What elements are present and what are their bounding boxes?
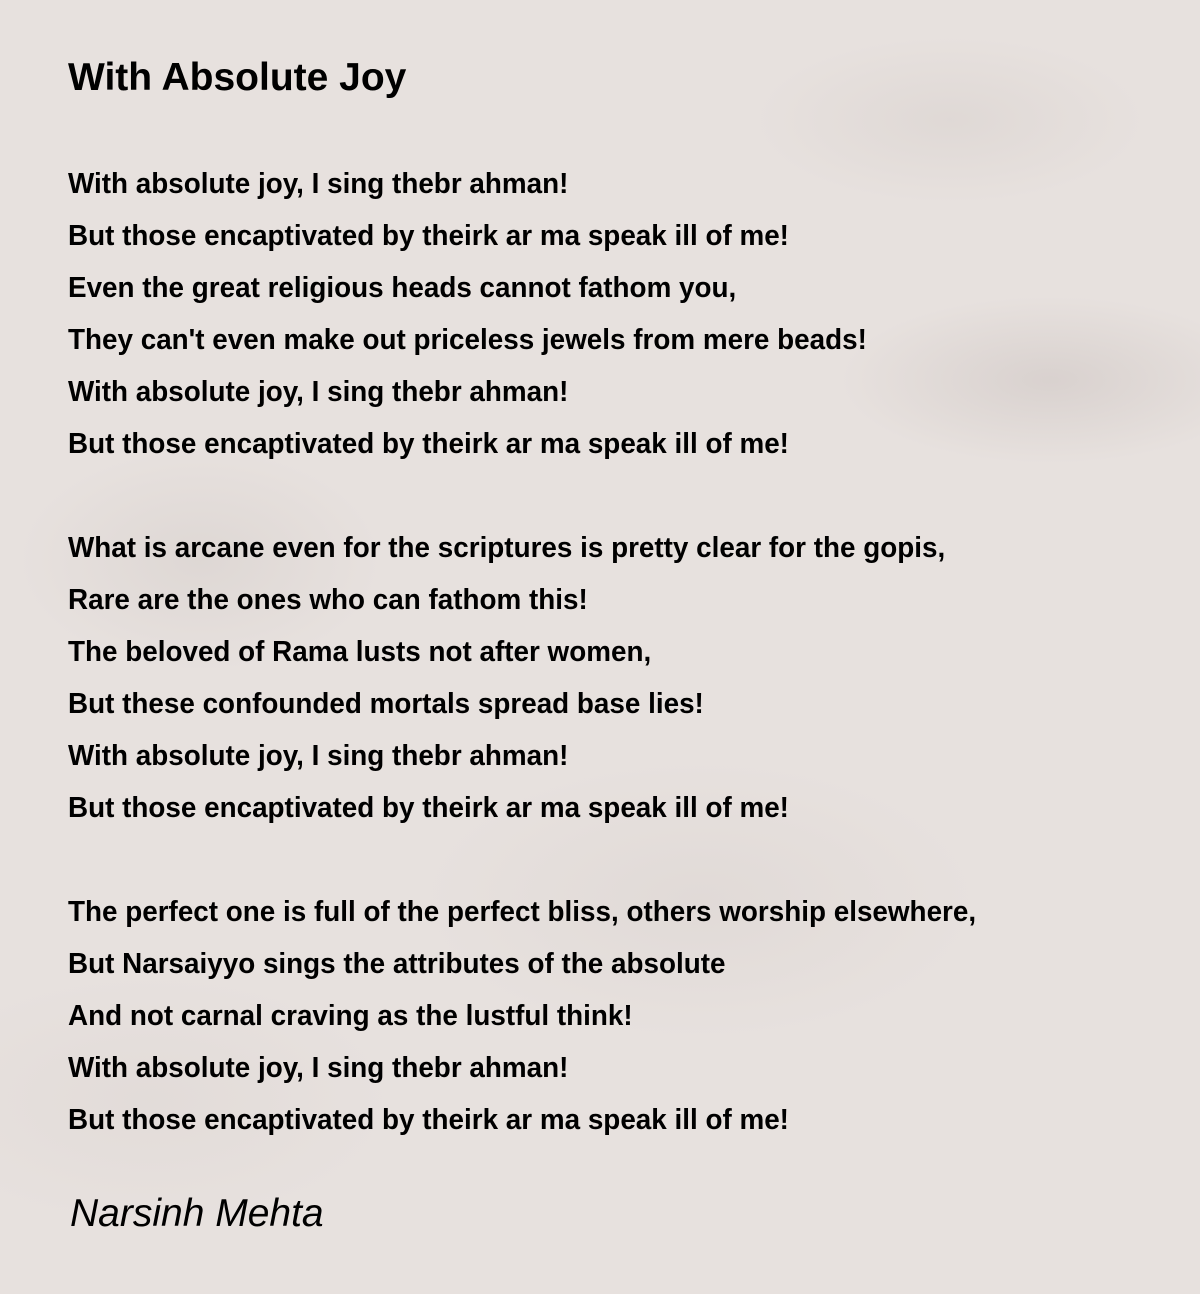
poem-line: But those encaptivated by theirk ar ma speak ill of me! <box>68 792 789 824</box>
poem-line: But Narsaiyyo sings the attributes of the absolute <box>68 948 726 980</box>
poem-line: With absolute joy, I sing thebr ahman! <box>68 740 569 772</box>
poem-line: And not carnal craving as the lustful think! <box>68 1000 633 1032</box>
stanza-2 <box>68 522 1160 834</box>
poem-line: Even the great religious heads cannot fathom you, <box>68 272 737 304</box>
poem-line: But these confounded mortals spread base lies! <box>68 688 704 720</box>
poem-line: With absolute joy, I sing thebr ahman! <box>68 1052 569 1084</box>
poem-line: The beloved of Rama lusts not after women, <box>68 636 652 668</box>
poem-body <box>68 158 1160 1146</box>
poem-line: With absolute joy, I sing thebr ahman! <box>68 168 569 200</box>
poem-title: With Absolute Joy <box>68 56 407 99</box>
poem-line: The perfect one is full of the perfect bliss, others worship elsewhere, <box>68 896 977 928</box>
stanza-1 <box>68 158 1160 470</box>
poem-line: What is arcane even for the scriptures is pretty clear for the gopis, <box>68 532 946 564</box>
poem-line: They can't even make out priceless jewels from mere beads! <box>68 324 867 356</box>
poem-line: But those encaptivated by theirk ar ma speak ill of me! <box>68 428 789 460</box>
poem-author: Narsinh Mehta <box>70 1192 324 1235</box>
stanza-3 <box>68 886 1160 1146</box>
poem-line: Rare are the ones who can fathom this! <box>68 584 588 616</box>
poem-line: But those encaptivated by theirk ar ma speak ill of me! <box>68 1104 789 1136</box>
poem-page <box>68 54 1160 1198</box>
poem-line: With absolute joy, I sing thebr ahman! <box>68 376 569 408</box>
poem-line: But those encaptivated by theirk ar ma speak ill of me! <box>68 220 789 252</box>
